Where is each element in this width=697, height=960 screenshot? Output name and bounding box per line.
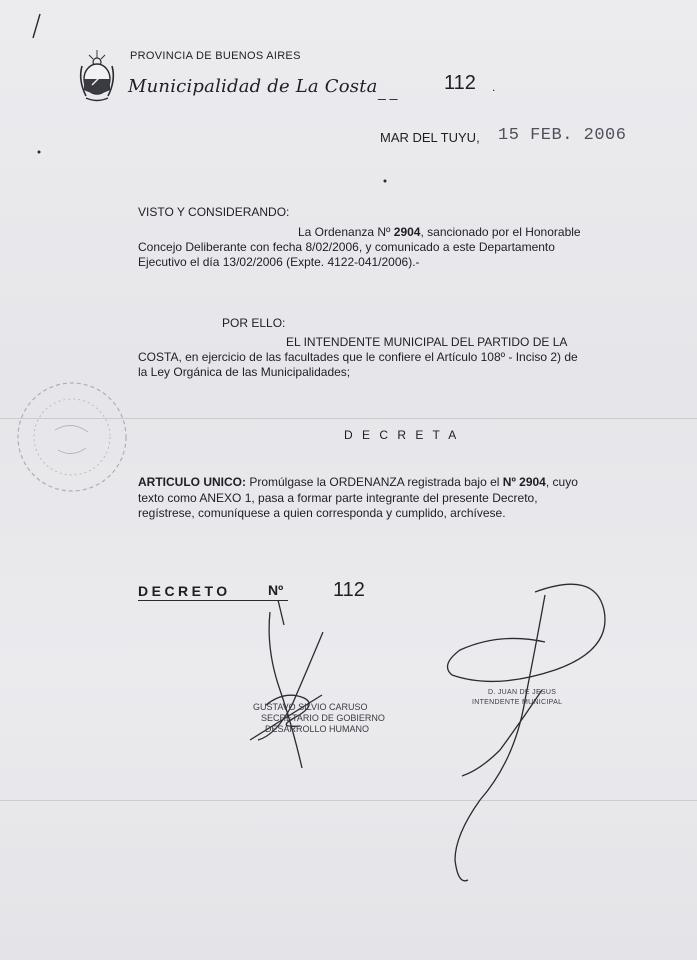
articulo-label: ARTICULO UNICO: xyxy=(138,475,246,489)
por-ello-line-2: COSTA, en ejercicio de las facultades que le confiere el Artículo 108º - Inciso 2) de xyxy=(138,350,578,364)
decreto-number-symbol: Nº xyxy=(268,582,284,598)
decreta-heading: D E C R E T A xyxy=(344,428,460,442)
visto-line-3: Ejecutivo el día 13/02/2006 (Expte. 4122-041/2006).- xyxy=(138,255,420,269)
header-dot: . xyxy=(492,80,496,94)
visto-text: La Ordenanza Nº xyxy=(298,225,394,239)
left-handwritten-signature xyxy=(250,600,323,768)
header-dashes: _ _ xyxy=(378,84,398,100)
articulo-line-2: texto como ANEXO 1, pasa a formar parte integrante del presente Decreto, xyxy=(138,491,538,505)
stamp-title: DESARROLLO HUMANO xyxy=(265,724,370,734)
decreto-underline xyxy=(138,600,288,601)
place-label: MAR DEL TUYU, xyxy=(380,130,480,145)
stamp-name: D. JUAN DE JESUS xyxy=(488,689,557,696)
stamp-title: SECRETARIO DE GOBIERNO xyxy=(261,713,385,723)
stamp-title: INTENDENTE MUNICIPAL xyxy=(472,699,563,706)
por-ello-heading: POR ELLO: xyxy=(222,316,286,330)
ordinance-number: Nº 2904 xyxy=(502,475,546,489)
coat-of-arms-emblem xyxy=(81,50,114,101)
visto-heading: VISTO Y CONSIDERANDO: xyxy=(138,205,290,219)
left-signature-stamp xyxy=(253,702,385,735)
decreto-label: DECRETO xyxy=(138,583,231,599)
date-stamp: 15 FEB. 2006 xyxy=(498,126,627,145)
articulo-line-3: regístrese, comuníquese a quien corresponda y cumplido, archívese. xyxy=(138,506,506,520)
articulo-text: , cuyo xyxy=(545,475,578,489)
ordinance-number: 2904 xyxy=(393,225,421,239)
por-ello-line-3: la Ley Orgánica de las Municipalidades; xyxy=(138,365,351,379)
por-ello-line-1: EL INTENDENTE MUNICIPAL DEL PARTIDO DE LA xyxy=(286,335,568,349)
right-handwritten-signature xyxy=(448,584,605,881)
articulo-line-1 xyxy=(138,475,578,490)
province-name: PROVINCIA DE BUENOS AIRES xyxy=(130,50,301,62)
visto-line-1 xyxy=(298,225,581,240)
articulo-text: Promúlgase la ORDENANZA registrada bajo el xyxy=(246,475,503,489)
visto-line-2: Concejo Deliberante con fecha 8/02/2006, y comunicado a este Departamento xyxy=(138,240,555,254)
ink-dot xyxy=(384,180,387,183)
visto-text: , sancionado por el Honorable xyxy=(420,225,581,239)
pen-mark xyxy=(33,14,40,38)
right-signature-stamp xyxy=(472,688,562,708)
stamp-name: GUSTAVO SILVIO CARUSO xyxy=(253,702,368,712)
round-seal-stamp xyxy=(18,383,126,491)
ink-dot xyxy=(38,151,41,154)
municipality-name: Municipalidad de La Costa xyxy=(128,76,378,97)
header-decree-number: 112 xyxy=(444,72,476,94)
decreto-number: 112 xyxy=(333,579,365,601)
